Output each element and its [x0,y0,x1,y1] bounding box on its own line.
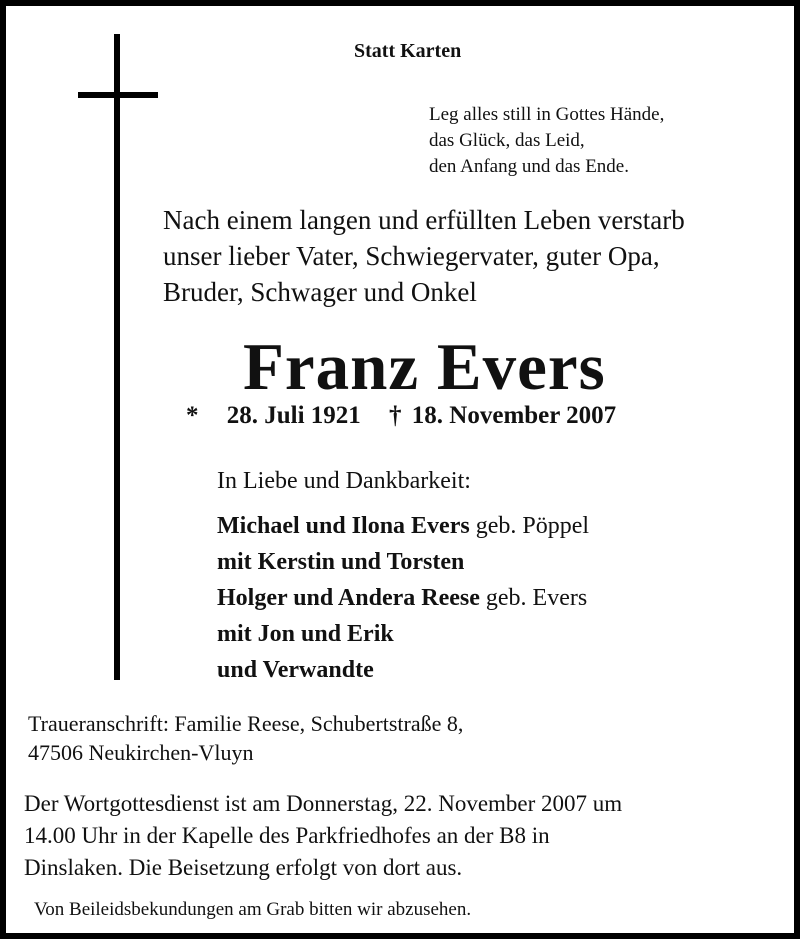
poem-line: Leg alles still in Gottes Hände, [429,104,665,125]
poem-line: das Glück, das Leid, [429,130,585,151]
address-line: 47506 Neukirchen-Vluyn [28,740,254,765]
birth-date: 28. Juli 1921 [226,402,361,429]
cross-icon-bar [78,92,158,98]
family-line: Michael und Ilona Evers geb. Pöppel [217,513,590,539]
death-date: 18. November 2007 [411,402,617,429]
born-symbol: * [186,402,199,429]
condolence-note: Von Beileidsbekundungen am Grab bitten wir abzusehen. [34,899,472,920]
family-line: mit Jon und Erik [217,621,394,647]
family-line: und Verwandte [217,657,374,683]
deceased-name: Franz Evers [243,330,606,404]
intro-line: Bruder, Schwager und Onkel [163,277,477,307]
service-line: 14.00 Uhr in der Kapelle des Parkfriedhofes an der B8 in [24,823,550,848]
cross-icon [114,34,120,680]
died-symbol: † [389,402,402,429]
intro-line: Nach einem langen und erfüllten Leben verstarb [163,205,685,235]
service-line: Der Wortgottesdienst ist am Donnerstag, 22. November 2007 um [24,791,623,816]
poem-line: den Anfang und das Ende. [429,156,629,177]
gratitude-line: In Liebe und Dankbarkeit: [217,468,471,494]
life-dates [186,402,616,430]
intro-line: unser lieber Vater, Schwiegervater, guter Opa, [163,241,660,271]
family-line: Holger und Andera Reese geb. Evers [217,585,588,611]
heading-statt-karten: Statt Karten [354,40,462,62]
address-line: Traueranschrift: Familie Reese, Schubertstraße 8, [28,711,464,736]
family-line: mit Kerstin und Torsten [217,549,465,575]
service-line: Dinslaken. Die Beisetzung erfolgt von dort aus. [24,855,463,880]
